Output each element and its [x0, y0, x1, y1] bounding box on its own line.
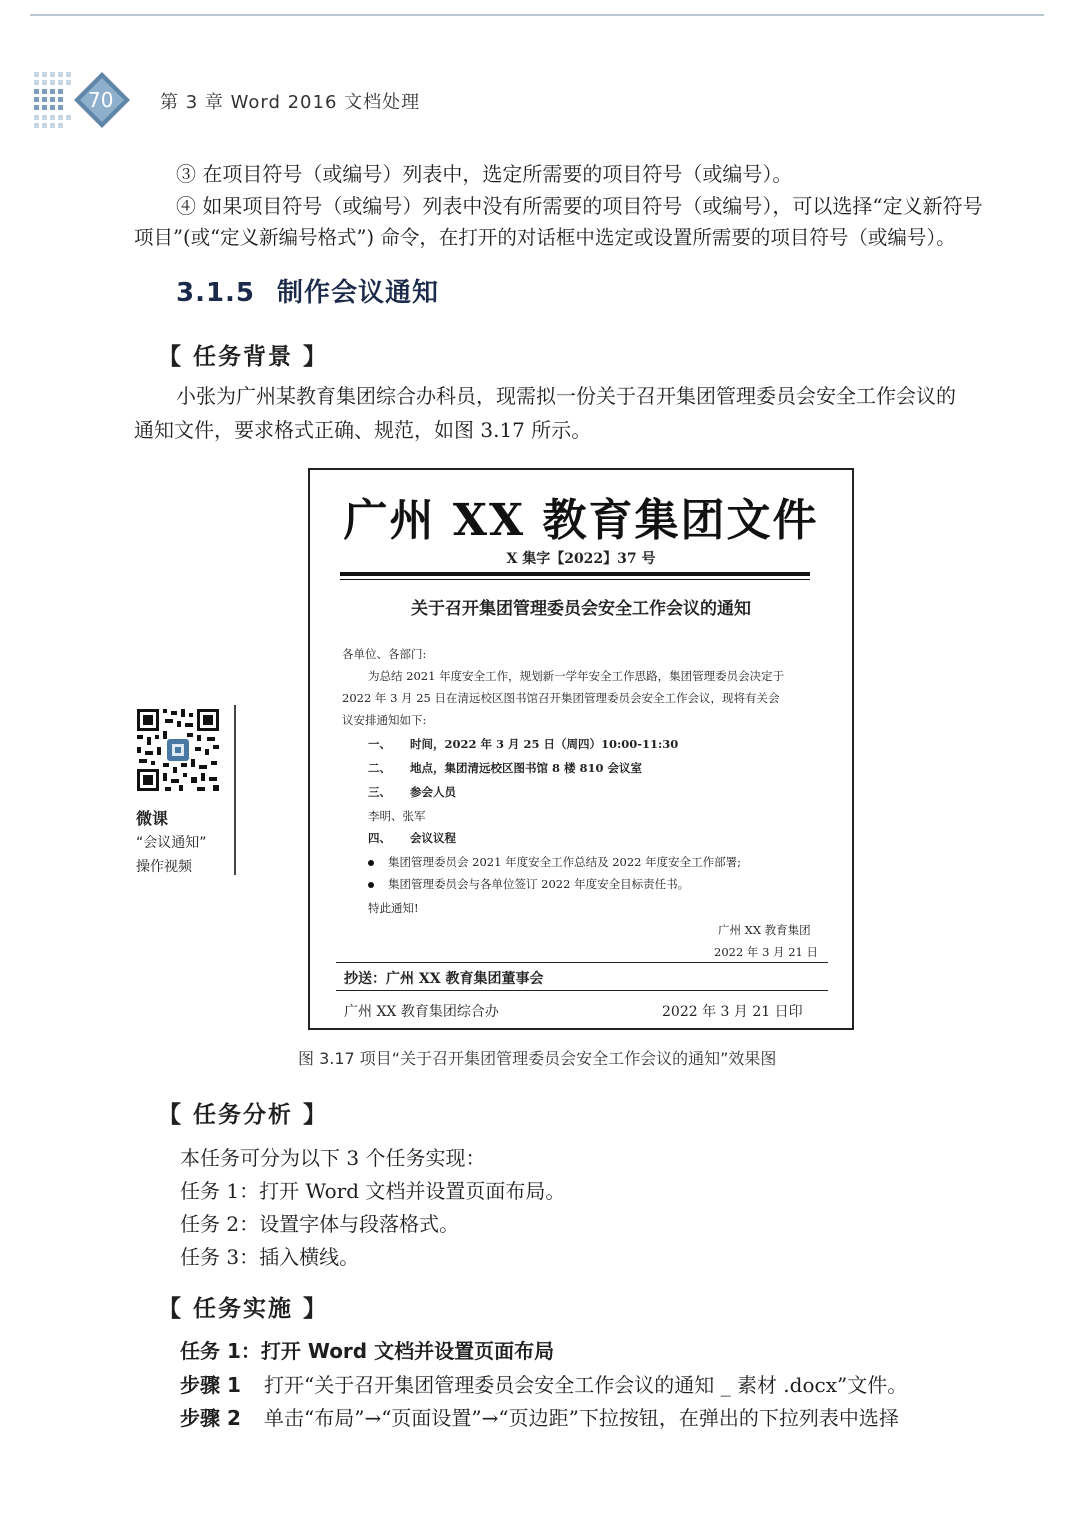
- figure-bullet2: [368, 876, 689, 892]
- figure-body-line2: 2022 年 3 月 25 日在清远校区图书馆召开集团管理委员会安全工作会议，现将有关会: [342, 691, 780, 705]
- impl-task1-title: 任务 1：打开 Word 文档并设置页面布局: [180, 1339, 555, 1363]
- figure-sign-date: 2022 年 3 月 21 日: [714, 945, 818, 959]
- figure-item1: [368, 736, 678, 752]
- impl-step1-text: 打开“关于召开集团管理委员会安全工作会议的通知 _ 素材 .docx”文件。: [264, 1373, 908, 1397]
- bullet-dot-icon: [368, 860, 374, 866]
- qr-label-3: 操作视频: [136, 859, 192, 875]
- figure-body-line1: 为总结 2021 年度安全工作，规划新一学年安全工作思路，集团管理委员会决定于: [368, 669, 785, 683]
- page-number: 70: [88, 88, 114, 112]
- qr-side-bar: [234, 705, 236, 875]
- figure-red-rule: [340, 572, 810, 576]
- figure-cc: 抄送：广州 XX 教育集团董事会: [344, 971, 544, 987]
- figure-salutation: 各单位、各部门:: [342, 647, 427, 661]
- figure-item1-no: 一、: [368, 737, 391, 751]
- notice-figure: [308, 468, 854, 1030]
- figure-item3: [368, 784, 456, 800]
- figure-issuer: 广州 XX 教育集团综合办: [344, 1004, 499, 1020]
- figure-doc-number: X 集字【2022】37 号: [506, 551, 656, 567]
- figure-sign-org: 广州 XX 教育集团: [718, 923, 811, 937]
- top-rule: [30, 14, 1044, 16]
- qr-code-icon[interactable]: [135, 707, 221, 793]
- impl-step1: [180, 1369, 907, 1401]
- figure-body-line3: 议安排通知如下:: [342, 713, 427, 727]
- figure-cc-rule-bottom: [336, 990, 828, 991]
- analysis-task3: 任务 3：插入横线。: [180, 1245, 360, 1269]
- implementation-heading: 【 任务实施 】: [158, 1296, 329, 1322]
- figure-caption: 图 3.17 项目“关于召开集团管理委员会安全工作会议的通知”效果图: [298, 1049, 777, 1068]
- impl-step2-label: 步骤 2: [180, 1406, 241, 1430]
- figure-bullet1: [368, 854, 741, 870]
- figure-item3-no: 三、: [368, 785, 391, 799]
- chapter-title: 第 3 章 Word 2016 文档处理: [160, 92, 421, 113]
- qr-label-1: 微课: [136, 809, 169, 828]
- analysis-heading: 【 任务分析 】: [158, 1102, 329, 1128]
- background-line1: 小张为广州某教育集团综合办科员，现需拟一份关于召开集团管理委员会安全工作会议的: [176, 384, 956, 408]
- figure-title: 广州 XX 教育集团文件: [343, 495, 819, 546]
- page-number-badge: [32, 70, 132, 130]
- impl-step1-label: 步骤 1: [180, 1373, 241, 1397]
- figure-bullet2-text: 集团管理委员会与各单位签订 2022 年度安全目标责任书。: [388, 877, 690, 891]
- figure-thin-rule: [340, 579, 810, 580]
- step3-text: ③ 在项目符号（或编号）列表中，选定所需要的项目符号（或编号）。: [176, 162, 793, 186]
- background-line2: 通知文件，要求格式正确、规范，如图 3.17 所示。: [134, 418, 592, 442]
- bullet-dot-icon: [368, 882, 374, 888]
- figure-item4-no: 四、: [368, 831, 391, 845]
- qr-label-2: “会议通知”: [136, 835, 207, 851]
- figure-item4-text: 会议议程: [410, 831, 456, 845]
- figure-heading: 关于召开集团管理委员会安全工作会议的通知: [411, 599, 751, 619]
- figure-item1-text: 时间，2022 年 3 月 25 日（周四）10:00-11:30: [410, 737, 679, 751]
- figure-print-date: 2022 年 3 月 21 日印: [662, 1004, 803, 1020]
- section-number: 3.1.5: [176, 278, 256, 308]
- analysis-task1: 任务 1：打开 Word 文档并设置页面布局。: [180, 1179, 566, 1203]
- figure-item4: [368, 830, 456, 846]
- figure-item2: [368, 760, 642, 776]
- section-heading: [176, 272, 439, 309]
- impl-step2: [180, 1402, 899, 1434]
- section-title: 制作会议通知: [277, 278, 440, 308]
- analysis-task2: 任务 2：设置字体与段落格式。: [180, 1212, 460, 1236]
- figure-item2-no: 二、: [368, 761, 391, 775]
- step4-line2: 项目”(或“定义新编号格式”) 命令，在打开的对话框中选定或设置所需要的项目符号（或编号）。: [134, 226, 956, 249]
- figure-cc-rule-top: [336, 962, 828, 963]
- impl-step2-text: 单击“布局”→“页面设置”→“页边距”下拉按钮，在弹出的下拉列表中选择: [264, 1406, 899, 1430]
- background-heading: 【 任务背景 】: [158, 344, 329, 370]
- analysis-intro: 本任务可分为以下 3 个任务实现：: [180, 1146, 486, 1170]
- figure-attendees: 李明、张军: [368, 809, 426, 823]
- figure-bullet1-text: 集团管理委员会 2021 年度安全工作总结及 2022 年度安全工作部署;: [388, 855, 742, 869]
- figure-item3-text: 参会人员: [410, 785, 456, 799]
- figure-closing: 特此通知!: [368, 901, 419, 915]
- step4-line1: ④ 如果项目符号（或编号）列表中没有所需要的项目符号（或编号），可以选择“定义新符号: [176, 194, 983, 218]
- figure-item2-text: 地点，集团清远校区图书馆 8 楼 810 会议室: [410, 761, 643, 775]
